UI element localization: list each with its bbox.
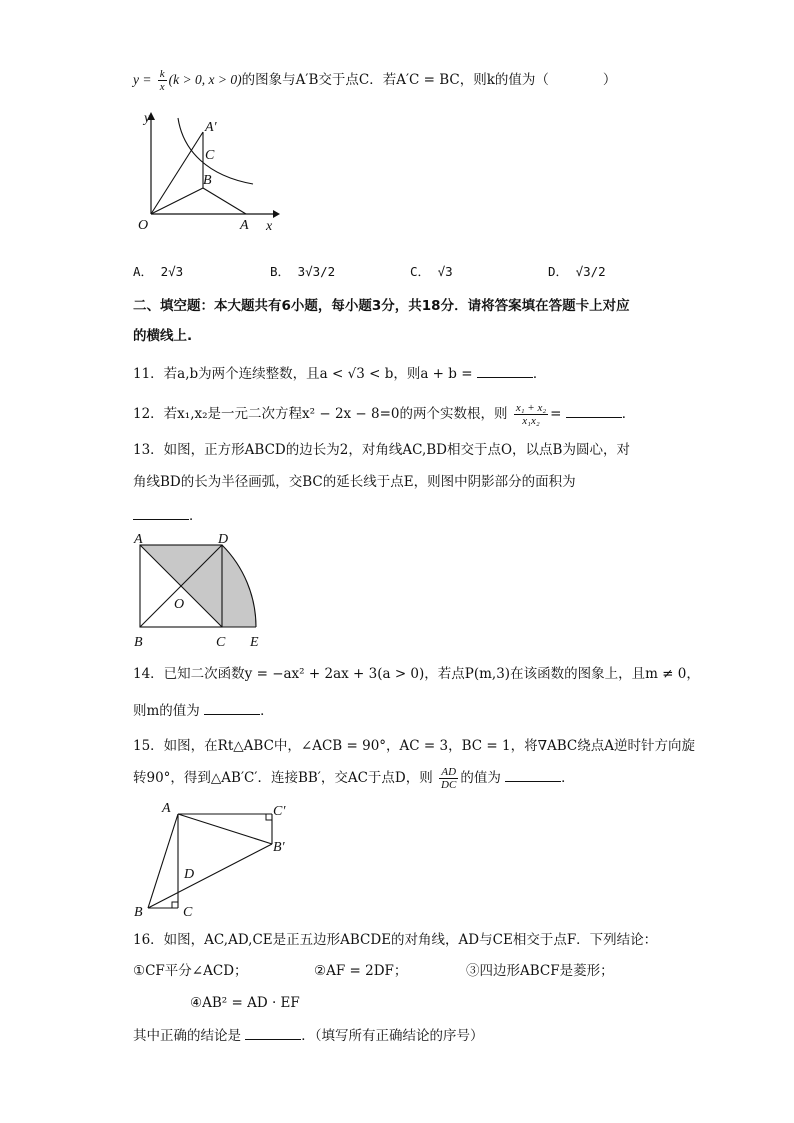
label-C: C	[205, 148, 215, 163]
label-B: B	[134, 905, 143, 920]
q10-condition: (k > 0, x > 0)	[168, 72, 242, 87]
q13-line3: ．	[133, 505, 203, 526]
q16-line1: 16．如图，AC,AD,CE是正五边形ABCDE的对角线，AD与CE相交于点F．下列结论：	[133, 932, 658, 948]
q16-answer-blank[interactable]	[245, 1025, 301, 1040]
label-y: y	[144, 111, 151, 126]
q12-answer-blank[interactable]	[566, 403, 622, 418]
q15-figure	[130, 798, 300, 923]
label-A: A	[240, 218, 249, 233]
label-E: E	[250, 635, 259, 650]
q11-answer-blank[interactable]	[477, 363, 533, 378]
q10-figure	[128, 106, 288, 236]
label-B: B	[203, 173, 212, 188]
label-C-prime: C′	[273, 804, 286, 819]
q10-y: y =	[133, 72, 152, 87]
q14-line2: 则m的值为 ．	[133, 700, 274, 721]
q16-conclusion-2: ②AF = 2DF；	[314, 963, 408, 979]
shaded-arc-region	[222, 545, 256, 627]
section-heading-line2: 的横线上.	[133, 328, 193, 344]
option-a-value: 2√3	[160, 264, 184, 279]
option-b-value: 3√3/2	[297, 264, 336, 279]
right-angle-c-icon	[172, 902, 178, 908]
label-D: D	[184, 867, 195, 882]
q10-option-b[interactable]: B． 3√3/2	[270, 264, 336, 279]
x-arrow-icon	[273, 210, 280, 218]
label-C: C	[183, 905, 193, 920]
q13-figure	[128, 530, 278, 655]
option-c-value: √3	[437, 264, 453, 279]
q15-fraction: $\frac{AD}{DC}$	[441, 766, 457, 791]
q13-line2: 角线BD的长为半径画弧，交BC的延长线于点E，则图中阴影部分的面积为	[133, 474, 576, 490]
q16-conclusion-3: ③四边形ABCF是菱形；	[466, 963, 614, 979]
section-heading-line1: 二、填空题：本大题共有6小题，每小题3分，共18分．请将答案填在答题卡上对应	[133, 298, 630, 314]
q12: 12．若x₁,x₂是一元二次方程x² − 2x − 8=0的两个实数根，则 $\frac{\text{x₁ + x₂}}{\text{x₁x₂}}$ = ．	[133, 402, 636, 427]
q13-line1: 13．如图，正方形ABCD的边长为2，对角线AC,BD相交于点O，以点B为圆心，对	[133, 442, 630, 458]
q10-text: 的图象与A′B交于点C．若A′C = BC，则k的值为（ ）	[241, 72, 617, 88]
q11: 11．若a,b为两个连续整数，且a < √3 < b，则a + b = ．	[133, 363, 546, 384]
q16-conclusion-1: ①CF平分∠ACD；	[133, 963, 248, 979]
q15-line2: 转90°，得到△AB′C′．连接BB′，交AC于点D，则 $\frac{AD}{DC}$ 的值为 ．	[133, 766, 575, 791]
q10-stem	[133, 68, 616, 93]
q10-option-c[interactable]: C． √3	[410, 264, 453, 279]
label-x: x	[266, 219, 273, 234]
label-B: B	[134, 635, 143, 650]
label-O: O	[138, 218, 149, 233]
q15-answer-blank[interactable]	[505, 767, 561, 782]
q15-line1: 15．如图，在Rt△ABC中，∠ACB = 90°，AC = 3，BC = 1，将∇ABC绕点A逆时针方向旋	[133, 738, 696, 754]
label-D: D	[218, 532, 229, 547]
q10-option-a[interactable]: A． 2√3	[133, 264, 184, 279]
q16-conclusion-4: ④AB² = AD · EF	[190, 995, 300, 1011]
label-A-prime: A′	[205, 120, 217, 135]
q14-answer-blank[interactable]	[204, 700, 260, 715]
q16-last-line: 其中正确的结论是 ．（填写所有正确结论的序号）	[133, 1025, 484, 1046]
q12-fraction: $\frac{\text{x₁ + x₂}}{\text{x₁x₂}}$	[515, 402, 547, 427]
q13-answer-blank[interactable]	[133, 505, 189, 520]
q10-option-d[interactable]: D． √3/2	[548, 264, 606, 279]
label-B-prime: B′	[273, 840, 285, 855]
label-O: O	[174, 597, 185, 612]
right-angle-cprime-icon	[266, 814, 272, 820]
q10-fraction: $\frac{k}{x}$	[159, 68, 165, 93]
option-d-value: √3/2	[575, 264, 606, 279]
q14-line1: 14．已知二次函数y = −ax² + 2ax + 3(a > 0)，若点P(m,3)在该函数的图象上，且m ≠ 0，	[133, 666, 700, 682]
label-C: C	[216, 635, 226, 650]
label-A: A	[134, 532, 143, 547]
label-A: A	[162, 801, 171, 816]
